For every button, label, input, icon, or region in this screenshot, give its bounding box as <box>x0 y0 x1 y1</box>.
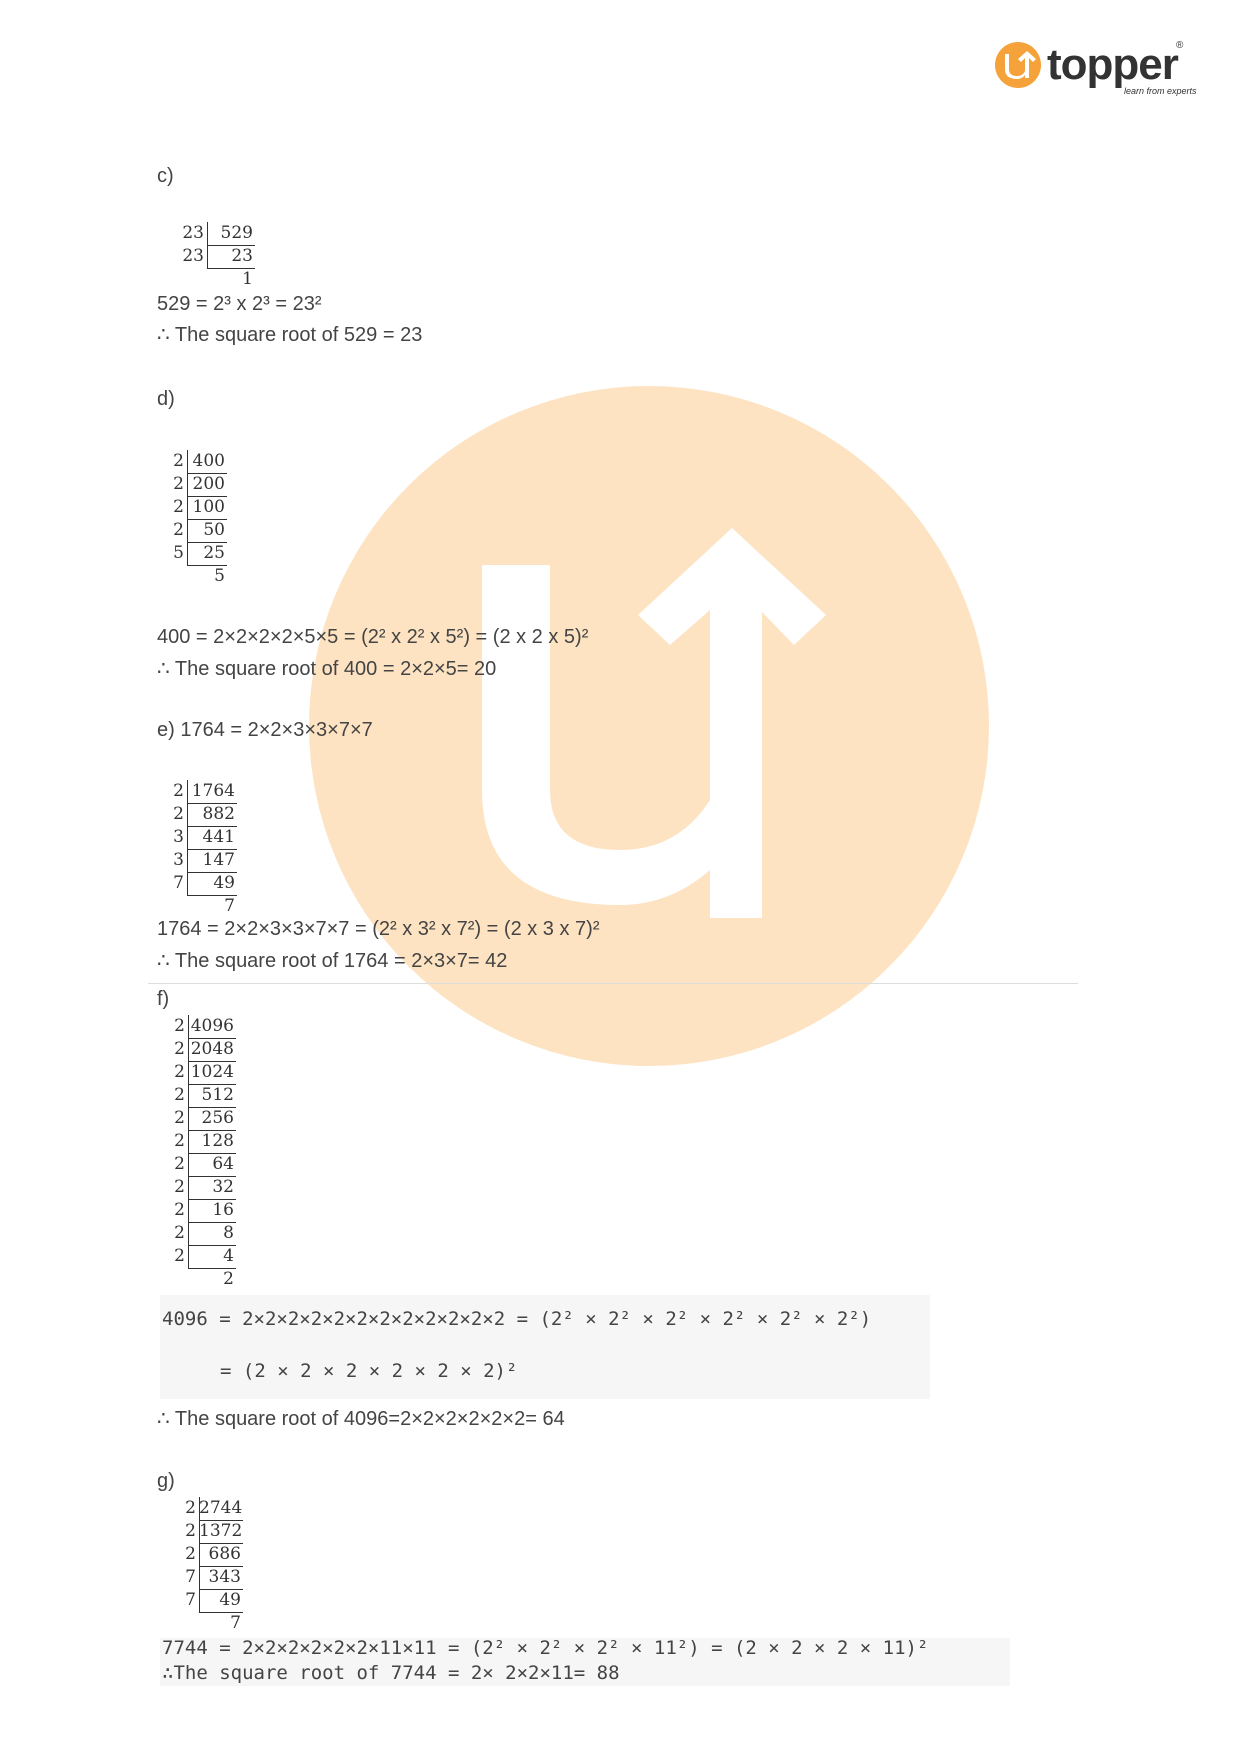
equation-c: 529 = 2³ x 2³ = 23² <box>157 293 322 315</box>
division-row <box>176 1176 236 1199</box>
result-f: ∴ The square root of 4096=2×2×2×2×2×2= 64 <box>157 1408 565 1430</box>
quotient: 8 <box>188 1222 236 1246</box>
division-row <box>175 473 227 496</box>
quotient: 512 <box>188 1084 236 1108</box>
division-row <box>185 1497 243 1520</box>
divisor: 23 <box>182 223 204 243</box>
watermark-u-arrow-icon <box>470 520 840 920</box>
division-row <box>175 780 237 803</box>
quotient: 49 <box>199 1589 243 1613</box>
quotient: 16 <box>188 1199 236 1223</box>
division-bar <box>187 780 188 895</box>
divisor: 23 <box>182 246 204 266</box>
divider <box>148 983 1078 984</box>
division-row <box>176 1015 236 1038</box>
division-row <box>176 1268 236 1291</box>
quotient: 1764 <box>187 780 237 804</box>
quotient: 50 <box>187 519 227 543</box>
section-label-f: f) <box>157 988 170 1010</box>
quotient: 1372 <box>199 1520 243 1544</box>
result-e: ∴ The square root of 1764 = 2×3×7= 42 <box>157 950 508 972</box>
division-bar <box>199 1497 200 1612</box>
division-row <box>176 1038 236 1061</box>
quotient: 64 <box>188 1153 236 1177</box>
division-row <box>176 1130 236 1153</box>
quotient: 4096 <box>188 1015 236 1039</box>
division-row <box>175 803 237 826</box>
brand-name: topper <box>1047 40 1178 89</box>
quotient: 7 <box>230 1613 241 1633</box>
quotient: 4 <box>188 1245 236 1269</box>
divisor: 7 <box>173 873 184 893</box>
divisor: 2 <box>174 1062 185 1082</box>
division-row <box>175 519 227 542</box>
division-table-f <box>176 1015 236 1291</box>
equation-d: 400 = 2×2×2×2×5×5 = (2² x 2² x 5²) = (2 x 2 x 5)² <box>157 626 589 648</box>
quotient: 147 <box>187 849 237 873</box>
equation-f-line1: 4096 = 2×2×2×2×2×2×2×2×2×2×2×2 = (2² × 2² × 2² × 2² × 2² × 2²) <box>162 1308 872 1330</box>
divisor: 2 <box>174 1108 185 1128</box>
quotient: 686 <box>199 1543 243 1567</box>
division-row <box>185 268 255 291</box>
division-row <box>176 1245 236 1268</box>
equation-g: 7744 = 2×2×2×2×2×2×11×11 = (2² × 2² × 2² × 11²) = (2 × 2 × 2 × 11)² <box>162 1637 929 1659</box>
quotient: 256 <box>188 1107 236 1131</box>
quotient: 529 <box>207 222 255 246</box>
division-bar <box>188 1015 189 1268</box>
division-row <box>176 1222 236 1245</box>
division-row <box>175 872 237 895</box>
result-d: ∴ The square root of 400 = 2×2×5= 20 <box>157 658 497 680</box>
division-row <box>175 826 237 849</box>
division-row <box>175 849 237 872</box>
division-table-g <box>185 1497 243 1635</box>
divisor: 2 <box>174 1223 185 1243</box>
quotient: 2 <box>223 1269 234 1289</box>
result-c: ∴ The square root of 529 = 23 <box>157 324 423 346</box>
section-label-d: d) <box>157 388 175 410</box>
quotient: 343 <box>199 1566 243 1590</box>
division-row <box>185 1543 243 1566</box>
divisor: 2 <box>185 1521 196 1541</box>
divisor: 2 <box>173 520 184 540</box>
quotient: 400 <box>187 450 227 474</box>
quotient: 2744 <box>199 1497 243 1521</box>
quotient: 7 <box>224 896 235 916</box>
division-row <box>182 245 255 268</box>
division-row <box>185 1612 243 1635</box>
division-row <box>185 1520 243 1543</box>
division-row <box>176 1084 236 1107</box>
division-bar <box>207 222 208 268</box>
division-row <box>175 895 237 918</box>
brand-tagline: learn from experts <box>1124 86 1197 96</box>
divisor: 2 <box>174 1200 185 1220</box>
divisor: 2 <box>174 1177 185 1197</box>
quotient: 1 <box>242 269 253 289</box>
divisor: 2 <box>173 781 184 801</box>
division-table-d <box>175 450 227 588</box>
division-row <box>175 450 227 473</box>
registered-mark: ® <box>1176 40 1184 51</box>
quotient: 1024 <box>188 1061 236 1085</box>
division-row <box>182 222 255 245</box>
quotient: 882 <box>187 803 237 827</box>
division-row <box>176 1061 236 1084</box>
quotient: 5 <box>214 566 225 586</box>
divisor: 2 <box>174 1016 185 1036</box>
divisor: 5 <box>173 543 184 563</box>
divisor: 7 <box>185 1590 196 1610</box>
equation-f-line2: = (2 × 2 × 2 × 2 × 2 × 2)² <box>220 1360 518 1382</box>
divisor: 2 <box>185 1544 196 1564</box>
divisor: 2 <box>174 1085 185 1105</box>
division-row <box>175 542 227 565</box>
divisor: 2 <box>174 1039 185 1059</box>
division-table-e <box>175 780 237 918</box>
division-row <box>185 1589 243 1612</box>
quotient: 200 <box>187 473 227 497</box>
division-row <box>176 1199 236 1222</box>
quotient: 49 <box>187 872 237 896</box>
divisor: 2 <box>173 474 184 494</box>
divisor: 3 <box>173 850 184 870</box>
division-bar <box>187 450 188 565</box>
quotient: 441 <box>187 826 237 850</box>
divisor: 2 <box>174 1154 185 1174</box>
quotient: 100 <box>187 496 227 520</box>
section-label-c: c) <box>157 165 174 187</box>
divisor: 2 <box>173 497 184 517</box>
divisor: 2 <box>173 451 184 471</box>
quotient: 128 <box>188 1130 236 1154</box>
equation-e: 1764 = 2×2×3×3×7×7 = (2² x 3² x 7²) = (2 x 3 x 7)² <box>157 918 600 940</box>
topper-logo-icon <box>995 42 1041 88</box>
section-label-e: e) 1764 = 2×2×3×3×7×7 <box>157 719 373 741</box>
division-row <box>175 565 227 588</box>
divisor: 2 <box>173 804 184 824</box>
division-row <box>176 1107 236 1130</box>
division-table-c <box>182 222 255 291</box>
quotient: 25 <box>187 542 227 566</box>
division-row <box>185 1566 243 1589</box>
divisor: 2 <box>174 1246 185 1266</box>
quotient: 23 <box>207 245 255 269</box>
section-label-g: g) <box>157 1470 175 1492</box>
quotient: 2048 <box>188 1038 236 1062</box>
quotient: 32 <box>188 1176 236 1200</box>
divisor: 3 <box>173 827 184 847</box>
result-g: ∴The square root of 7744 = 2× 2×2×11= 88 <box>162 1662 620 1684</box>
divisor: 2 <box>185 1498 196 1518</box>
division-row <box>176 1153 236 1176</box>
division-row <box>175 496 227 519</box>
divisor: 7 <box>185 1567 196 1587</box>
divisor: 2 <box>174 1131 185 1151</box>
